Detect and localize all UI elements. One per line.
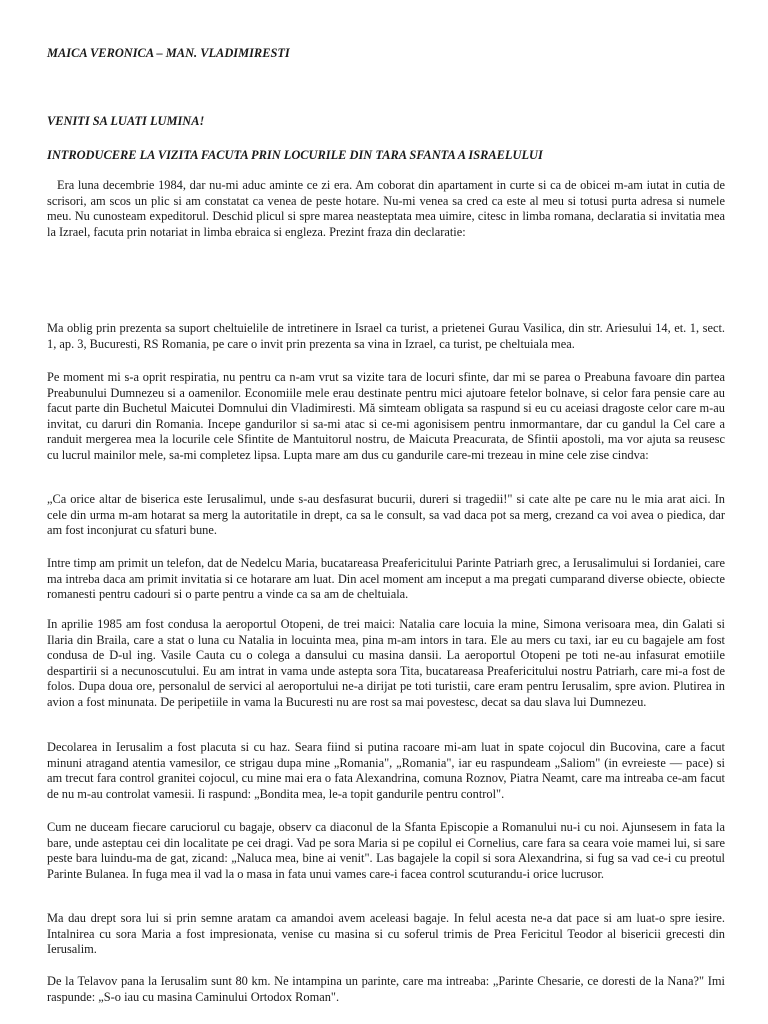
paragraph-2: Ma oblig prin prezenta sa suport cheltuielile de intretinere in Israel ca turist, a prietenei Gurau Vasilica, din str. Ariesului 14, et. 1, sect. 1, ap. 3, Bucuresti, RS Romania, pe care o invit prin prezenta sa vina in Izrael, ca turist, pe cheltuiala mea. xyxy=(47,321,725,351)
paragraph-10: De la Telavov pana la Ierusalim sunt 80 km. Ne intampina un parinte, care ma intreaba: „Parinte Chesarie, ce doresti de la Nana?" Imi raspunde: „S-o iau cu masina Caminului Ortodox Roman". xyxy=(47,974,725,1004)
paragraph-5: Intre timp am primit un telefon, dat de Nedelcu Maria, bucatareasa Preafericitului Parinte Patriarh grec, a Ierusalimului si Iordaniei, care ma intreba daca am primit invitatia si ce hotarare am luat. Din acel moment am inceput a ma pregati cumparand diverse obiecte, obiecte romanesti pentru cadouri si o parte pentru a vinde ca sa am de cheltuiala. xyxy=(47,556,725,602)
document-title: VENITI SA LUATI LUMINA! xyxy=(47,114,205,128)
paragraph-6: In aprilie 1985 am fost condusa la aeroportul Otopeni, de trei maici: Natalia care locuia la mine, Simona verisoara mea, din Galati si Ilaria din Braila, care a stat o luna cu Natalia in locuinta mea, pina m-am intors in tara. Ele au mers cu taxi, iar eu cu bagajele am fost condusa de D-ul ing. Vasile Cauta cu o colega a dansului cu masina dansii. La aeroportul Otopeni pe toti ne-au infasurat emotiile despartirii si a necunoscutului. Eu am intrat in vama unde astepta sora Tita, bucatareasa Preafericitului nostru Patriarh, care mi-a fost de folos. Dupa doua ore, personalul de servici al aeroportului ne-a dirijat pe toti turistii, care eram pentru Ierusalim, spre avion. Plutirea in avion a fost minunata. De peripetiile in vama la Bucuresti nu are rost sa mai povestesc, decat sa dau slava lui Dumnezeu. xyxy=(47,617,725,709)
paragraph-3: Pe moment mi s-a oprit respiratia, nu pentru ca n-am vrut sa vizite tara de locuri sfinte, dar mi se parea o Preabuna favoare din partea Preabunului Dumnezeu si a oamenilor. Economiile mele erau destinate pentru mici ajutoare fetelor bolnave, si celor fara pensie care au facut parte din Buchetul Maicutei Domnului din Vladimiresti. Mă simteam obligata sa raspund si eu cu aceiasi dragoste celor care m-au invitat, cu daruri din Romania. Incepe gandurilor si sa-mi atac si ce-mi agonisisem pentru inmormantare, dar cu gandul la Cel care a randuit mergerea mea la locurile cele Sfintite de Mantuitorul nostru, de Maicuta Preacurata, de Sfintii apostoli, ma vor ajuta sa reusesc cu lucrul mainilor mele, sa-mi completez lipsa. Lupta mare am dus cu gandurile care-mi trezeau in mine cele zise cindva: xyxy=(47,370,725,462)
paragraph-8: Cum ne duceam fiecare caruciorul cu bagaje, observ ca diaconul de la Sfanta Episcopie a Romanului nu-i cu noi. Ajunsesem in fata la bare, unde asteptau cei din localitate pe cei dragi. Vad pe sora Maria si pe copilul ei Cornelius, care fara sa ceara voie mamei lui, si sare peste bara luindu-ma de gat, zicand: „Naluca mea, bine ai venit". Las bagajele la copil si sora Alexandrina, si fug sa vad ce-i cu preotul Parinte Bulanea. In fuga mea il vad la o masa in fata unui vames care-i facea control scuturandu-i orice lucrusor. xyxy=(47,820,725,881)
author-heading: MAICA VERONICA – MAN. VLADIMIRESTI xyxy=(47,46,290,60)
paragraph-1: Era luna decembrie 1984, dar nu-mi aduc aminte ce zi era. Am coborat din apartament in curte si ca de obicei m-am iutat in cutia de scrisori, am scos un plic si am constatat ca venea de peste hotare. Nu-mi venea sa cred ca este al meu si totusi purta adresa si numele meu. Nu cunosteam expeditorul. Deschid plicul si spre marea neasteptata mea uimire, citesc in limba romana, declaratia si invitatia mea la Izrael, facuta prin notariat in limba ebraica si engleza. Prezint fraza din declaratie: xyxy=(47,178,725,239)
document-subtitle: INTRODUCERE LA VIZITA FACUTA PRIN LOCURILE DIN TARA SFANTA A ISRAELULUI xyxy=(47,148,543,162)
paragraph-4: „Ca orice altar de biserica este Ierusalimul, unde s-au desfasurat bucurii, dureri si tragedii!" si cate alte pe care nu le mia arat aici. In cele din urma m-am hotarat sa merg la autoritatile in drept, ca sa le consult, sa vad daca pot sa merg, crezand ca voi avea o piedica, dar am fost inconjurat cu sfaturi bune. xyxy=(47,492,725,538)
paragraph-7: Decolarea in Ierusalim a fost placuta si cu haz. Seara fiind si putina racoare mi-am luat in spate cojocul din Bucovina, care a facut minuni atragand atentia vamesilor, ce strigau dupa mine „Romania", „Romania", iar eu raspundeam „Saliom" (in evreieste — pace) si am trecut fara control granitei cojocul, cu mine mai era o fata Alexandrina, comuna Roznov, Piatra Neamt, care ma intreaba ce-am facut de nu m-au controlat vamesii. Ii raspund: „Bondita mea, le-a topit gandurile pentru control". xyxy=(47,740,725,801)
paragraph-9: Ma dau drept sora lui si prin semne aratam ca amandoi avem aceleasi bagaje. In felul acesta ne-a dat pace si am luat-o spre iesire. Intalnirea cu sora Maria a fost impresionata, venise cu masina si cu soferul trimis de Prea Fericitul Teodor al bisericii grecesti din Ierusalim. xyxy=(47,911,725,957)
